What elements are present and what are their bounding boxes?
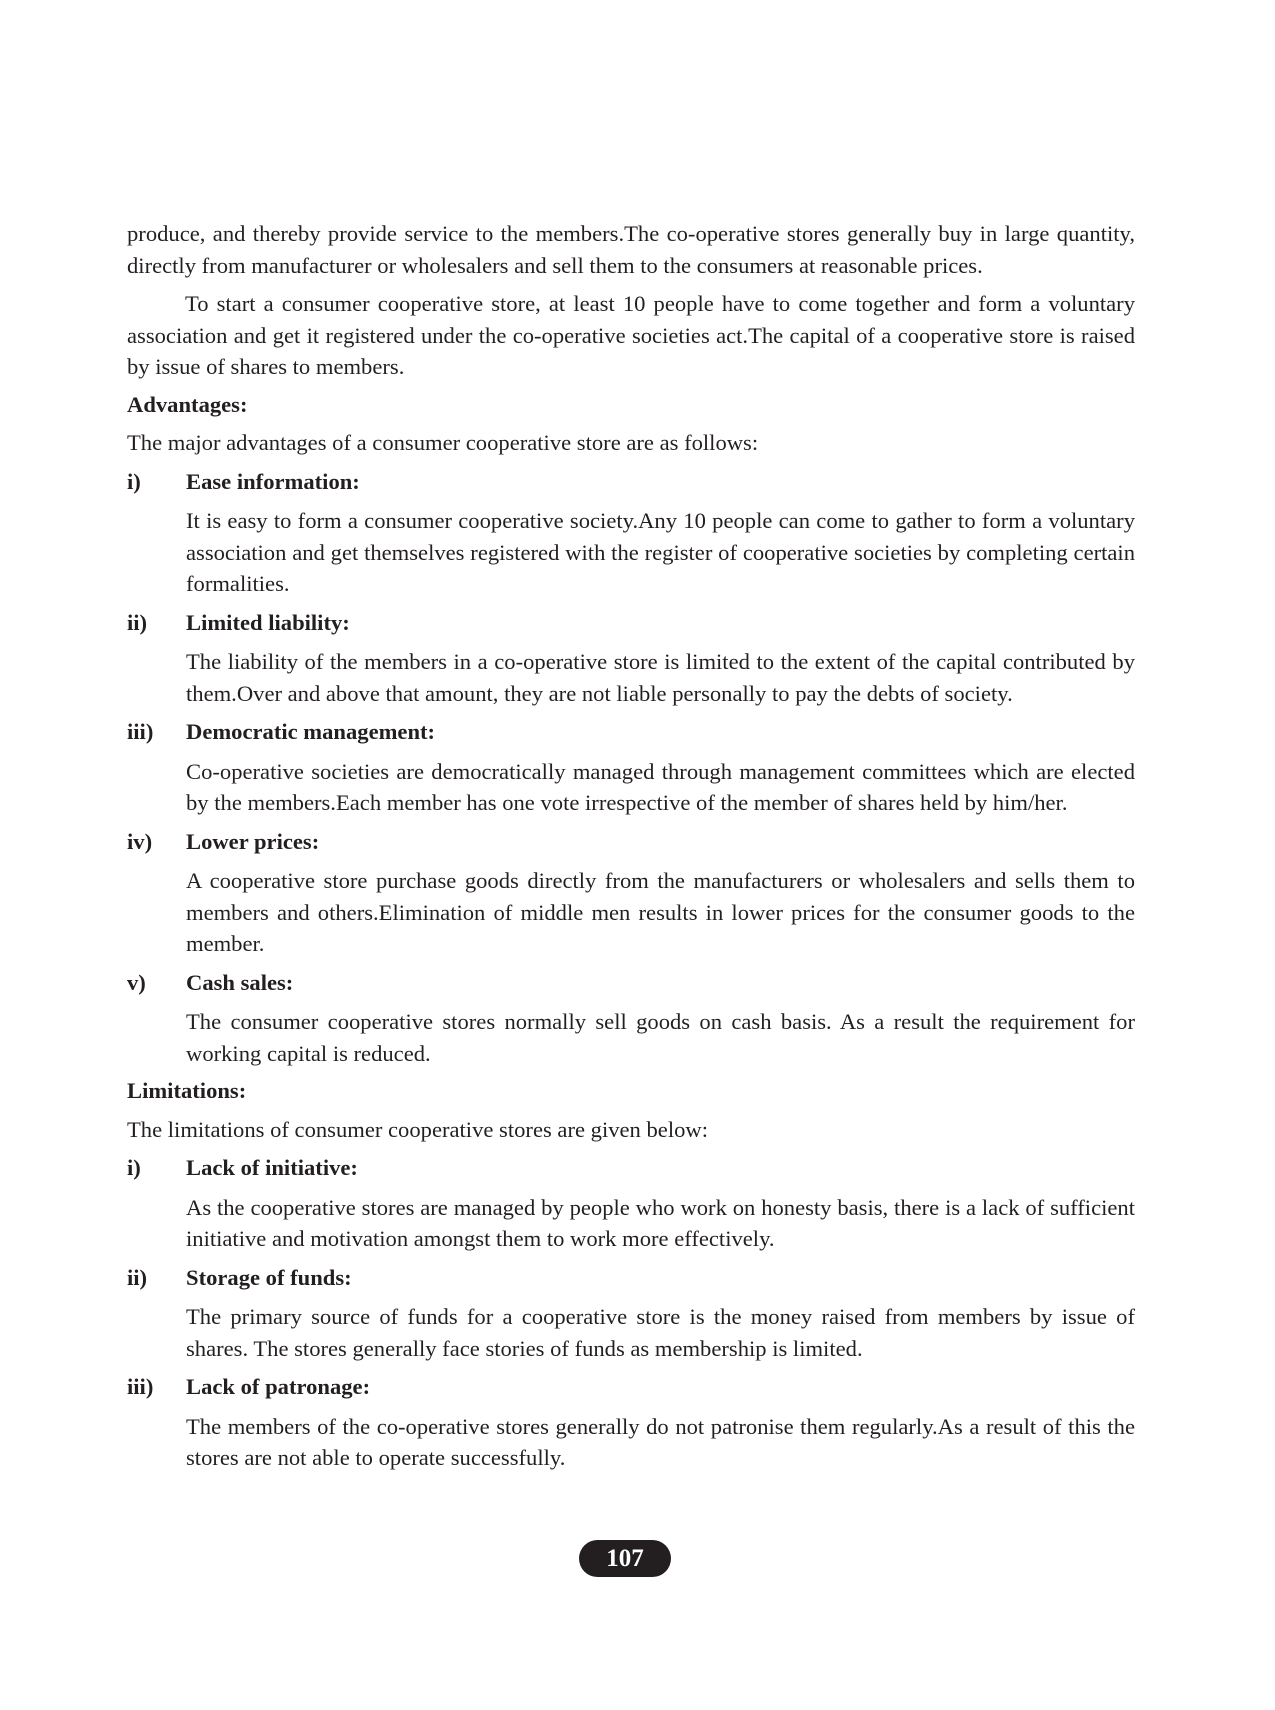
item-body: The members of the co-operative stores generally do not patronise them regularly.As a result of this the stores are not able to operate successfully. [186, 1413, 1135, 1470]
item-body: As the cooperative stores are managed by people who work on honesty basis, there is a lack of sufficient initiative and motivation amongst them to work more effectively. [186, 1194, 1135, 1251]
item-title: Lack of initiative: [186, 1155, 358, 1180]
advantage-item [127, 607, 1135, 710]
paragraph-start-store: To start a consumer cooperative store, at least 10 people have to come together and form a voluntary association and get it registered under the co-operative societies act.The capital of a cooperative store is raised by issue of shares to members. [127, 291, 1135, 379]
page-body [127, 218, 1135, 1474]
limitations-heading: Limitations: [127, 1078, 247, 1103]
item-number: ii) [127, 609, 148, 635]
paragraph-continuation: produce, and thereby provide service to the members.The co-operative stores generally buy in large quantity, directly from manufacturer or wholesalers and sell them to the consumers at reasonable prices. [127, 221, 1135, 278]
page-number: 107 [579, 1540, 671, 1577]
item-title: Storage of funds: [186, 1264, 352, 1290]
item-body: The liability of the members in a co-operative store is limited to the extent of the capital contributed by them.Over and above that amount, they are not liable personally to pay the debts of society. [186, 649, 1135, 706]
item-number: iii) [127, 1374, 154, 1399]
advantages-intro: The major advantages of a consumer cooperative store are as follows: [127, 430, 759, 455]
limitation-item [127, 1262, 1135, 1365]
item-title: Lack of patronage: [186, 1374, 371, 1399]
item-number: i) [127, 468, 141, 494]
item-number: ii) [127, 1264, 148, 1290]
item-body: A cooperative store purchase goods directly from the manufacturers or wholesalers and sells them to members and others.Elimination of middle men results in lower prices for the consumer goods to the member. [186, 868, 1135, 956]
advantage-item [127, 967, 1135, 1070]
limitations-intro: The limitations of consumer cooperative stores are given below: [127, 1116, 708, 1142]
item-number: iii) [127, 719, 154, 744]
advantages-heading: Advantages: [127, 391, 248, 417]
item-body: The consumer cooperative stores normally sell goods on cash basis. As a result the requirement for working capital is reduced. [186, 1009, 1135, 1066]
limitation-item [127, 1152, 1135, 1255]
item-body: Co-operative societies are democratically managed through management committees which are elected by the members.Each member has one vote irrespective of the member of shares held by him/her. [186, 758, 1135, 815]
item-number: v) [127, 969, 146, 995]
advantage-item [127, 466, 1135, 600]
item-body: It is easy to form a consumer cooperative society.Any 10 people can come to gather to form a voluntary association and get themselves registered with the register of cooperative societies by completing certain formalities. [186, 508, 1135, 596]
item-title: Cash sales: [186, 969, 294, 995]
item-number: i) [127, 1155, 141, 1180]
item-title: Limited liability: [186, 609, 350, 635]
advantage-item [127, 716, 1135, 819]
advantage-item [127, 826, 1135, 960]
item-number: iv) [127, 828, 153, 854]
item-title: Ease information: [186, 468, 360, 494]
item-body: The primary source of funds for a cooperative store is the money raised from members by issue of shares. The stores generally face stories of funds as membership is limited. [186, 1304, 1135, 1361]
item-title: Lower prices: [186, 828, 320, 854]
limitation-item [127, 1371, 1135, 1474]
item-title: Democratic management: [186, 719, 436, 744]
